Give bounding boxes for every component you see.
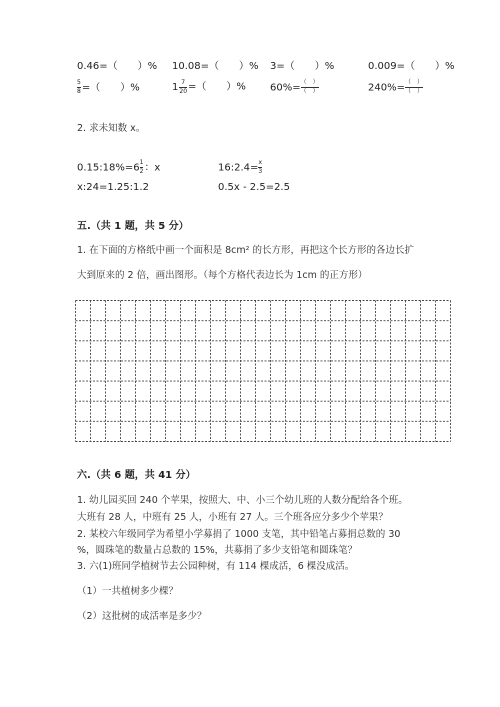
section-6-heading: 六.（共 6 题，共 41 分） bbox=[77, 470, 196, 481]
fraction: $\frac{1}{2}$ bbox=[139, 159, 144, 175]
equation-4: 0.5x - 2.5=2.5 bbox=[218, 182, 290, 193]
word-problem-2-line-1: 2. 某校六年级同学为希望小学募捐了 1000 支笔，其中铅笔占募捐总数的 30 bbox=[77, 529, 401, 540]
convert-item-2: 10.08=（ ）% bbox=[172, 61, 259, 72]
sub-question-1: （1）一共植树多少棵？ bbox=[77, 586, 179, 597]
convert-item-4: 0.009=（ ）% bbox=[368, 61, 455, 72]
equation-1: 0.15:18%=6 $\frac{1}{2}$ ：x bbox=[77, 159, 161, 175]
convert-item-8: 240%= $\frac{( )}{( )}$ bbox=[368, 79, 423, 95]
fraction: $\frac{( )}{( )}$ bbox=[300, 79, 319, 95]
word-problem-1-line-1: 1. 幼儿园买回 240 个苹果，按照大、中、小三个幼儿班的人数分配给各个班。 bbox=[77, 495, 408, 506]
fraction: $\frac{( )}{( )}$ bbox=[404, 79, 423, 95]
section-5-question-line-1: 1. 在下面的方格纸中画一个面积是 8cm² 的长方形，再把这个长方形的各边长扩 bbox=[77, 245, 414, 256]
convert-item-5: $\frac{5}{8}$ =（ ）% bbox=[77, 79, 140, 95]
word-problem-3: 3. 六(1)班同学植树节去公园种树，有 114 棵成活，6 棵没成活。 bbox=[77, 561, 355, 572]
convert-item-3: 3=（ ）% bbox=[270, 61, 335, 72]
fraction: $\frac{5}{8}$ bbox=[77, 79, 81, 95]
equation-2: 16:2.4= $\frac{x}{3}$ bbox=[218, 159, 263, 175]
convert-item-6: 1 $\frac{7}{20}$ =（ ）% bbox=[172, 79, 246, 95]
convert-item-7: 60%= $\frac{( )}{( )}$ bbox=[270, 79, 319, 95]
convert-item-1: 0.46=（ ）% bbox=[77, 61, 158, 72]
question-2-title: 2. 求未知数 x。 bbox=[77, 123, 146, 134]
equation-3: x:24=1.25:1.2 bbox=[77, 182, 149, 193]
section-5-heading: 五.（共 1 题，共 5 分） bbox=[77, 221, 189, 232]
fraction: $\frac{x}{3}$ bbox=[258, 159, 263, 175]
fraction: $\frac{7}{20}$ bbox=[179, 79, 188, 95]
sub-question-2: （2）这批树的成活率是多少？ bbox=[77, 611, 207, 622]
square-grid-paper[interactable] bbox=[75, 300, 451, 442]
word-problem-2-line-2: %，圆珠笔的数量占总数的 15%，共募捐了多少支铅笔和圆珠笔？ bbox=[77, 545, 358, 556]
section-5-question-line-2: 大到原来的 2 倍，画出图形。（每个方格代表边长为 1cm 的正方形） bbox=[77, 270, 368, 281]
word-problem-1-line-2: 大班有 28 人，中班有 25 人，小班有 27 人。三个班各应分多少个苹果？ bbox=[77, 512, 388, 523]
